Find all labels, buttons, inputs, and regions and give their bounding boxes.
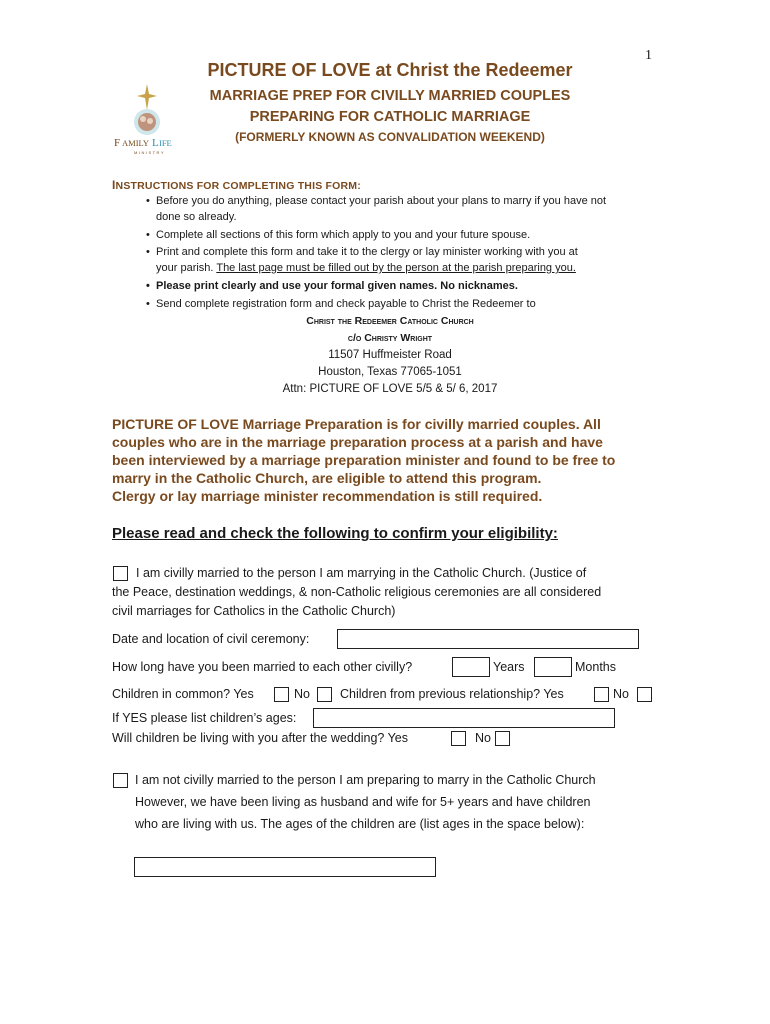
instruction-bullet-1: • Before you do anything, please contact your parish about your plans to marry if you have not done so already. bbox=[146, 193, 661, 225]
children-previous-no-checkbox[interactable] bbox=[637, 687, 652, 702]
instructions-heading bbox=[112, 178, 361, 192]
address-attn-person: c/o Christy Wright bbox=[347, 332, 433, 344]
children-living-no-label: No bbox=[475, 731, 491, 745]
option-1-line-3: civil marriages for Catholics in the Catholic Church) bbox=[112, 604, 396, 618]
notice-line-1: PICTURE OF LOVE Marriage Preparation is for civilly married couples. All bbox=[112, 416, 601, 432]
ceremony-date-field[interactable] bbox=[337, 629, 639, 649]
formerly-known-note: (FORMERLY KNOWN AS CONVALIDATION WEEKEND) bbox=[235, 130, 545, 144]
svg-text:AMILY: AMILY bbox=[122, 138, 150, 148]
address-attn: Attn: PICTURE OF LOVE 5/5 & 5/ 6, 2017 bbox=[282, 383, 498, 395]
children-living-label: Will children be living with you after the wedding? Yes bbox=[112, 731, 409, 745]
address-city: Houston, Texas 77065-1051 bbox=[318, 366, 462, 378]
children-common-no-label: No bbox=[294, 687, 310, 701]
option-2-line-1: I am not civilly married to the person I am preparing to marry in the Catholic Church bbox=[135, 773, 596, 787]
not-civilly-married-checkbox[interactable] bbox=[113, 773, 128, 788]
months-field[interactable] bbox=[534, 657, 572, 677]
form-title: PICTURE OF LOVE at Christ the Redeemer bbox=[207, 60, 573, 80]
instruction-bullet-3: • Print and complete this form and take it to the clergy or lay minister working with you at your parish. The last page must be filled out by the person at the parish preparing you. bbox=[146, 246, 578, 274]
notice-line-2: couples who are in the marriage preparation process at a parish and have bbox=[112, 434, 603, 450]
address-church: Christ the Redeemer Catholic Church bbox=[306, 315, 474, 327]
children-ages-label: If YES please list children’s ages: bbox=[112, 711, 297, 725]
children-common-label: Children in common? Yes bbox=[112, 687, 254, 701]
bullet-3-line-2a: your parish. bbox=[156, 262, 214, 274]
form-subtitle bbox=[180, 86, 600, 128]
mailing-address bbox=[180, 313, 600, 398]
eligibility-title: Please read and check the following to confirm your eligibility: bbox=[112, 525, 558, 542]
years-field[interactable] bbox=[452, 657, 490, 677]
bullet-3-line-1: Print and complete this form and take it to the clergy or lay minister working with you at bbox=[156, 246, 578, 258]
option-1-line-1: I am civilly married to the person I am marrying in the Catholic Church. (Justice of bbox=[136, 566, 587, 580]
option-1-line-2: the Peace, destination weddings, & non-Catholic religious ceremonies are all considered bbox=[112, 585, 602, 599]
instruction-bullet-2: • Complete all sections of this form which apply to you and your future spouse. bbox=[146, 229, 531, 241]
eligibility-notice bbox=[112, 415, 672, 505]
subtitle-line-2: PREPARING FOR CATHOLIC MARRIAGE bbox=[249, 109, 531, 125]
notice-line-3: been interviewed by a marriage preparation minister and found to be free to bbox=[112, 452, 616, 468]
children-previous-yes-checkbox[interactable] bbox=[594, 687, 609, 702]
children-ages-field[interactable] bbox=[313, 708, 615, 728]
children-common-no-checkbox[interactable] bbox=[317, 687, 332, 702]
instructions-heading-initial: I bbox=[112, 178, 116, 192]
married-duration-label: How long have you been married to each other civilly? bbox=[112, 660, 413, 674]
bullet-5-text: Send complete registration form and check payable to Christ the Redeemer to bbox=[156, 298, 536, 310]
option-1-text bbox=[112, 564, 672, 583]
children-previous-label: Children from previous relationship? Yes bbox=[340, 687, 564, 701]
months-label: Months bbox=[575, 660, 616, 674]
children-living-no-checkbox[interactable] bbox=[495, 731, 510, 746]
bullet-4-text: Please print clearly and use your formal given names. No nicknames. bbox=[156, 280, 518, 292]
children-common-yes-checkbox[interactable] bbox=[274, 687, 289, 702]
instruction-bullet-4: • Please print clearly and use your formal given names. No nicknames. bbox=[146, 280, 518, 292]
bullet-2-text: Complete all sections of this form which apply to you and your future spouse. bbox=[156, 229, 531, 241]
children-previous-no-label: No bbox=[613, 687, 629, 701]
page-number: 1 bbox=[645, 48, 652, 63]
svg-text:L: L bbox=[152, 137, 159, 149]
address-street: 11507 Huffmeister Road bbox=[328, 349, 452, 361]
children-living-yes-checkbox[interactable] bbox=[451, 731, 466, 746]
option-2-line-3: who are living with us. The ages of the children are (list ages in the space below): bbox=[135, 817, 585, 831]
bullet-3-line-2b: The last page must be filled out by the person at the parish preparing you. bbox=[216, 262, 576, 274]
notice-line-4: marry in the Catholic Church, are eligible to attend this program. bbox=[112, 470, 542, 486]
instructions-heading-rest: NSTRUCTIONS FOR COMPLETING THIS FORM: bbox=[115, 180, 361, 192]
svg-text:F: F bbox=[114, 137, 121, 149]
children-ages-cohabiting-field[interactable] bbox=[134, 857, 436, 877]
notice-line-5: Clergy or lay marriage minister recommendation is still required. bbox=[112, 488, 543, 504]
years-label: Years bbox=[493, 660, 525, 674]
svg-text:IFE: IFE bbox=[159, 138, 172, 148]
option-2-line-2: However, we have been living as husband and wife for 5+ years and have children bbox=[135, 795, 591, 809]
ceremony-date-label: Date and location of civil ceremony: bbox=[112, 632, 310, 646]
bullet-1-line-2: done so already. bbox=[156, 211, 237, 223]
subtitle-line-1: MARRIAGE PREP FOR CIVILLY MARRIED COUPLES bbox=[209, 88, 571, 104]
instruction-bullet-5: • Send complete registration form and check payable to Christ the Redeemer to bbox=[146, 298, 536, 310]
svg-text:MINISTRY: MINISTRY bbox=[134, 150, 166, 155]
bullet-1-line-1: Before you do anything, please contact your parish about your plans to marry if you have not bbox=[156, 195, 607, 207]
